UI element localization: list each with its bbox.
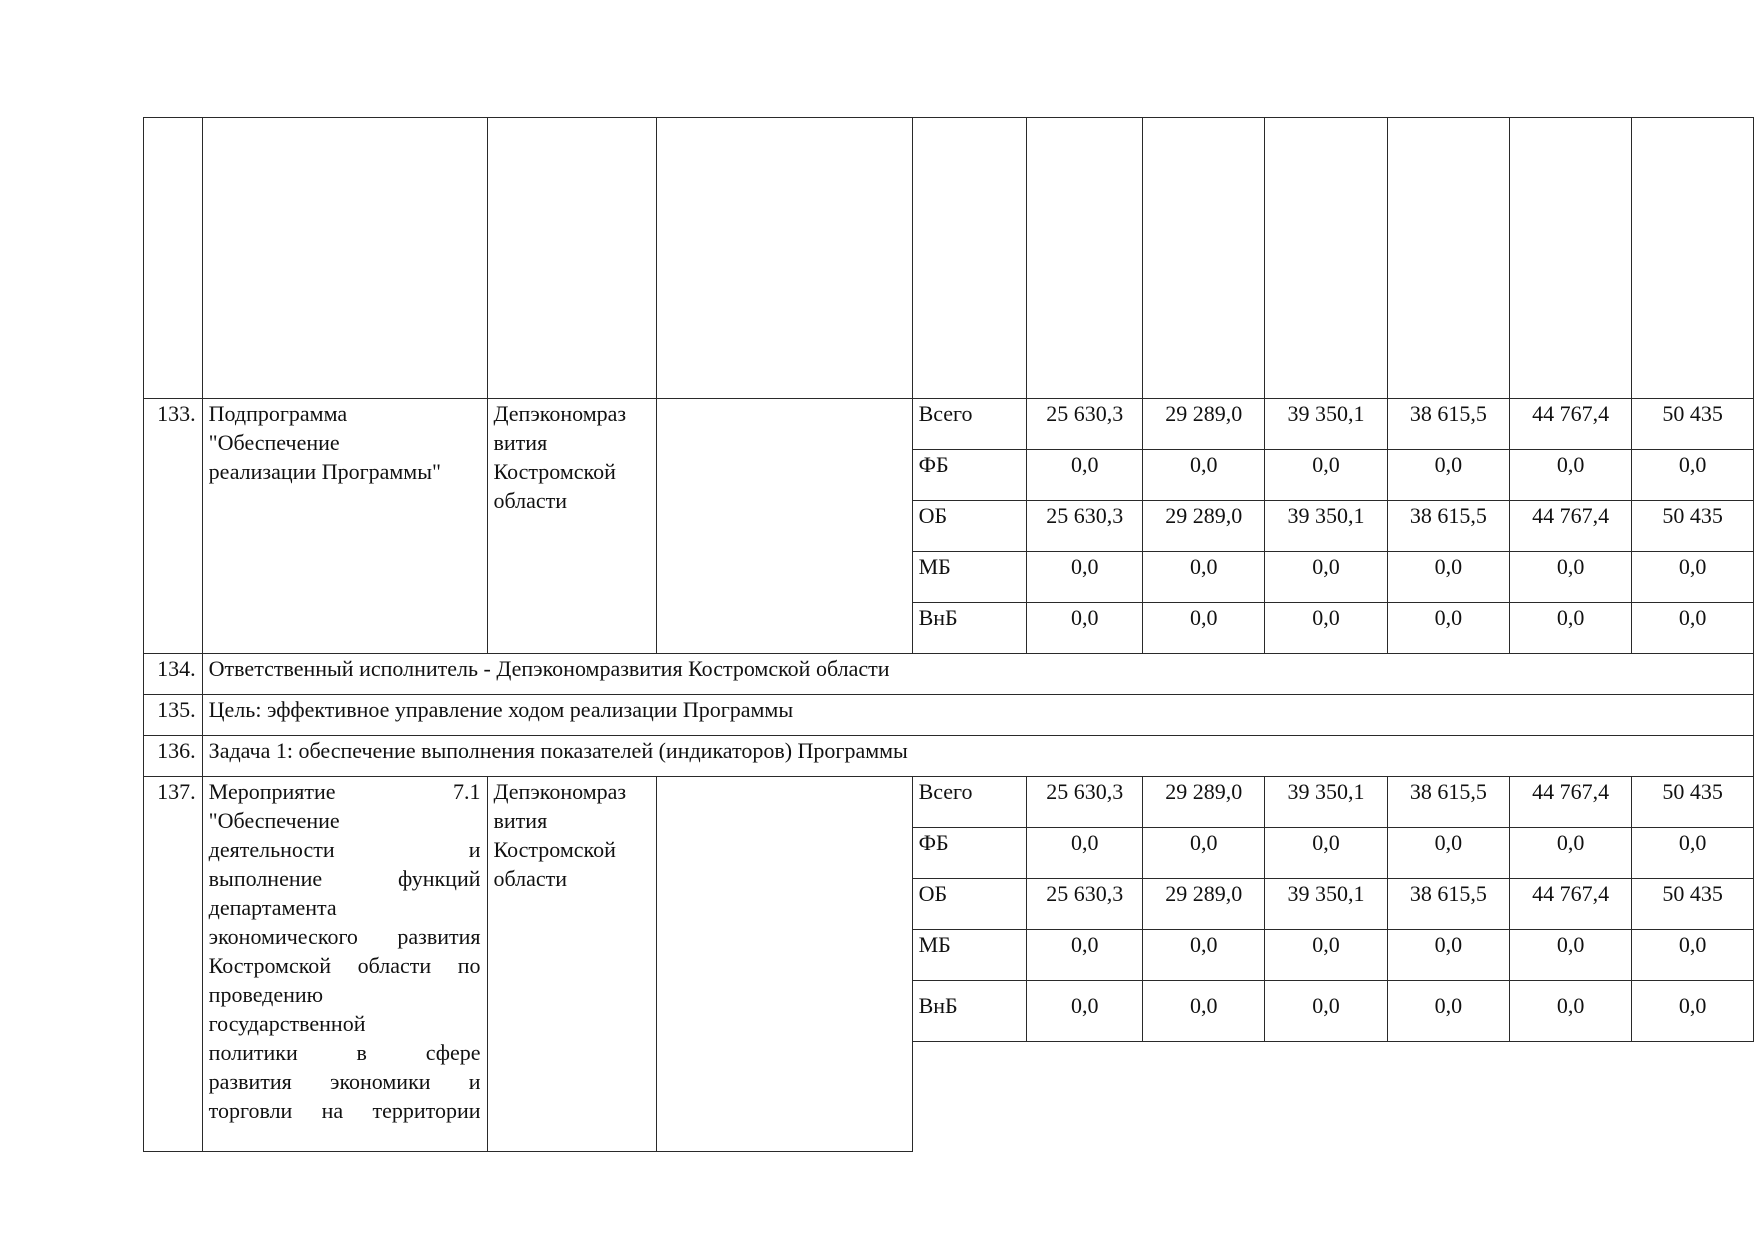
funding-source: ФБ	[912, 450, 1027, 501]
cell	[1265, 118, 1387, 399]
cell	[1143, 118, 1265, 399]
value: 0,0	[1387, 981, 1509, 1042]
value: 39 350,1	[1265, 879, 1387, 930]
cell	[657, 118, 912, 399]
value: 0,0	[1265, 450, 1387, 501]
value: 0,0	[1632, 450, 1754, 501]
funding-source: ВнБ	[912, 981, 1027, 1042]
executor-line: Депэкономраз	[493, 779, 627, 804]
value: 44 767,4	[1509, 399, 1631, 450]
value: 39 350,1	[1265, 399, 1387, 450]
value: 39 350,1	[1265, 777, 1387, 828]
empty-cell	[657, 399, 912, 654]
budget-table	[143, 117, 1754, 1152]
value: 0,0	[1632, 552, 1754, 603]
value: 50 435	[1632, 501, 1754, 552]
funding-source: ФБ	[912, 828, 1027, 879]
cell	[912, 118, 1027, 399]
goal-text: Цель: эффективное управление ходом реализации Программы	[202, 695, 1753, 736]
name-line: "Обеспечение	[208, 430, 340, 455]
funding-source: ОБ	[912, 879, 1027, 930]
executor-line: области	[493, 488, 568, 513]
value: 0,0	[1387, 603, 1509, 654]
value: 38 615,5	[1387, 501, 1509, 552]
name-line: политики в сфере	[208, 1040, 481, 1065]
name-line: деятельности и	[208, 837, 481, 862]
executor	[487, 777, 657, 1152]
value: 0,0	[1509, 981, 1631, 1042]
table-row-136	[144, 736, 1754, 777]
executor-line: вития	[493, 430, 548, 455]
table-row-137	[144, 777, 1754, 828]
value: 0,0	[1509, 603, 1631, 654]
row-number: 135.	[144, 695, 203, 736]
name-line: Костромской области по	[208, 953, 481, 978]
funding-source: МБ	[912, 552, 1027, 603]
value: 0,0	[1143, 930, 1265, 981]
name-line: проведению	[208, 982, 324, 1007]
value: 0,0	[1143, 828, 1265, 879]
cell	[1509, 118, 1631, 399]
funding-source: ВнБ	[912, 603, 1027, 654]
value: 0,0	[1265, 603, 1387, 654]
value: 25 630,3	[1027, 501, 1143, 552]
funding-source: МБ	[912, 930, 1027, 981]
name-line: департамента	[208, 895, 337, 920]
cell	[487, 118, 657, 399]
name-line: выполнение функций	[208, 866, 481, 891]
value: 0,0	[1027, 828, 1143, 879]
activity-name	[202, 777, 487, 1152]
name-line: экономического развития	[208, 924, 481, 949]
funding-source: Всего	[912, 399, 1027, 450]
value: 25 630,3	[1027, 399, 1143, 450]
value: 0,0	[1027, 930, 1143, 981]
table-row-135	[144, 695, 1754, 736]
value: 0,0	[1387, 450, 1509, 501]
value: 0,0	[1265, 930, 1387, 981]
table-row-134	[144, 654, 1754, 695]
subprogram-name	[202, 399, 487, 654]
value: 39 350,1	[1265, 501, 1387, 552]
value: 0,0	[1027, 981, 1143, 1042]
name-line: "Обеспечение	[208, 808, 340, 833]
name-line: реализации Программы"	[208, 459, 441, 484]
value: 38 615,5	[1387, 879, 1509, 930]
row-number: 137.	[144, 777, 203, 1152]
value: 38 615,5	[1387, 399, 1509, 450]
value: 0,0	[1509, 552, 1631, 603]
value: 44 767,4	[1509, 777, 1631, 828]
value: 0,0	[1027, 552, 1143, 603]
cell	[144, 118, 203, 399]
value: 50 435	[1632, 879, 1754, 930]
table-row-133	[144, 399, 1754, 450]
responsible-executor-text: Ответственный исполнитель - Депэкономразвития Костромской области	[202, 654, 1753, 695]
name-line: Подпрограмма	[208, 401, 348, 426]
value: 29 289,0	[1143, 777, 1265, 828]
executor-line: Депэкономраз	[493, 401, 627, 426]
value: 0,0	[1632, 981, 1754, 1042]
value: 0,0	[1632, 828, 1754, 879]
value: 25 630,3	[1027, 879, 1143, 930]
value: 0,0	[1027, 450, 1143, 501]
value: 0,0	[1143, 450, 1265, 501]
value: 0,0	[1143, 552, 1265, 603]
executor-line: Костромской	[493, 837, 616, 862]
value: 0,0	[1632, 603, 1754, 654]
cell	[1387, 118, 1509, 399]
value: 44 767,4	[1509, 501, 1631, 552]
value: 25 630,3	[1027, 777, 1143, 828]
value: 38 615,5	[1387, 777, 1509, 828]
value: 0,0	[1387, 552, 1509, 603]
value: 29 289,0	[1143, 501, 1265, 552]
executor-line: области	[493, 866, 568, 891]
row-number: 133.	[144, 399, 203, 654]
name-line: торговли на территории	[208, 1098, 481, 1123]
value: 50 435	[1632, 777, 1754, 828]
value: 0,0	[1143, 981, 1265, 1042]
value: 44 767,4	[1509, 879, 1631, 930]
executor	[487, 399, 657, 654]
value: 0,0	[1265, 828, 1387, 879]
name-line: Мероприятие 7.1	[208, 779, 481, 804]
value: 29 289,0	[1143, 399, 1265, 450]
row-number: 136.	[144, 736, 203, 777]
task-text: Задача 1: обеспечение выполнения показателей (индикаторов) Программы	[202, 736, 1753, 777]
value: 29 289,0	[1143, 879, 1265, 930]
value: 0,0	[1509, 450, 1631, 501]
value: 0,0	[1509, 930, 1631, 981]
value: 0,0	[1265, 552, 1387, 603]
row-number: 134.	[144, 654, 203, 695]
cell	[202, 118, 487, 399]
value: 50 435	[1632, 399, 1754, 450]
value: 0,0	[1632, 930, 1754, 981]
continuation-row	[144, 118, 1754, 399]
empty-cell	[657, 777, 912, 1152]
value: 0,0	[1387, 828, 1509, 879]
cell	[1632, 118, 1754, 399]
name-line: государственной	[208, 1011, 366, 1036]
executor-line: вития	[493, 808, 548, 833]
value: 0,0	[1509, 828, 1631, 879]
value: 0,0	[1143, 603, 1265, 654]
value: 0,0	[1027, 603, 1143, 654]
value: 0,0	[1387, 930, 1509, 981]
cell	[1027, 118, 1143, 399]
name-line: развития экономики и	[208, 1069, 481, 1094]
funding-source: ОБ	[912, 501, 1027, 552]
executor-line: Костромской	[493, 459, 616, 484]
value: 0,0	[1265, 981, 1387, 1042]
funding-source: Всего	[912, 777, 1027, 828]
